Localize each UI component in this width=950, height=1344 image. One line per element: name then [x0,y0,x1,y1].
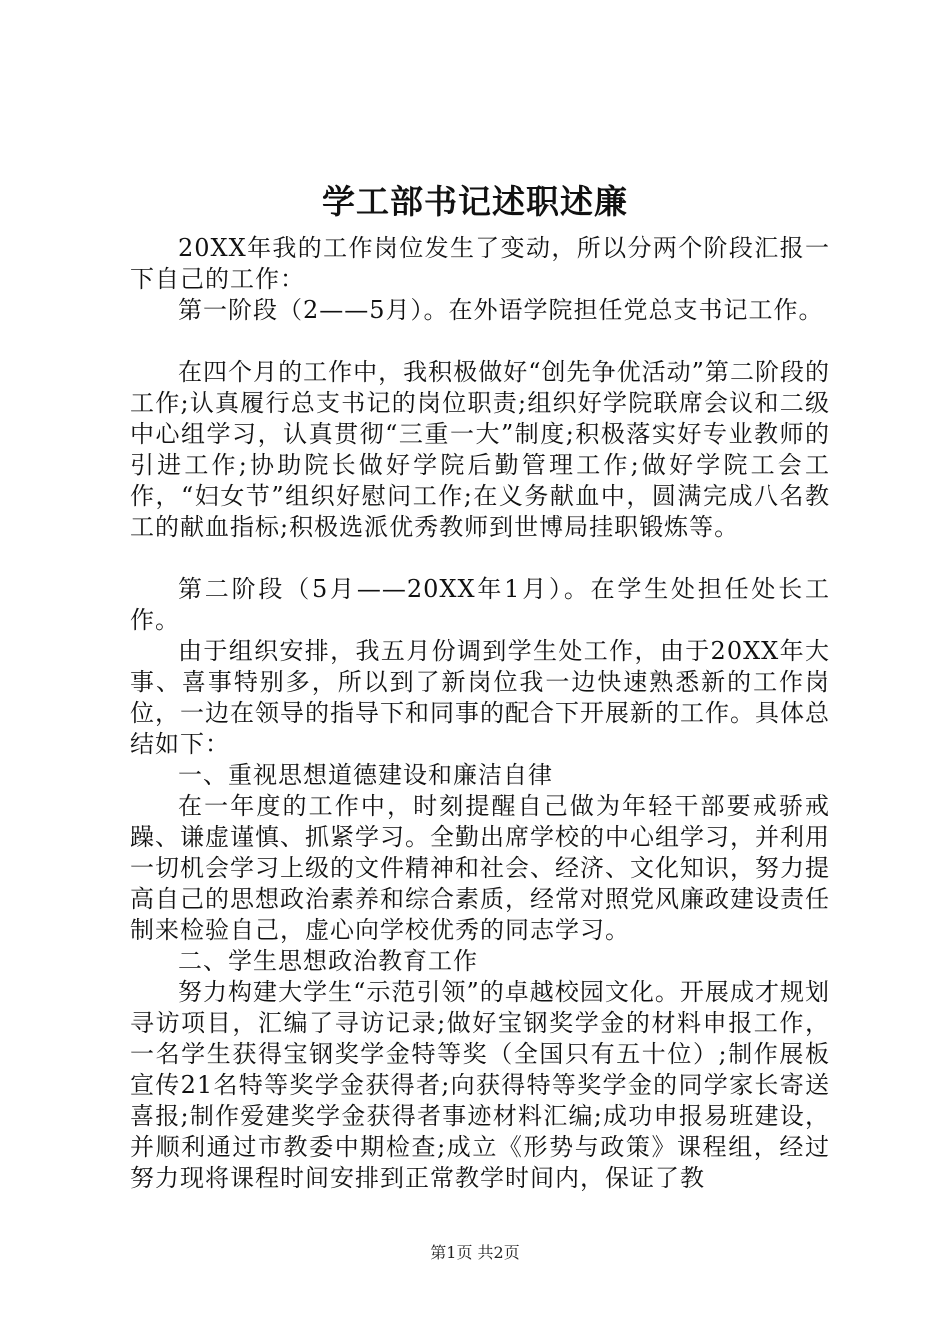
paragraph-stage-one-content: 在四个月的工作中，我积极做好“创先争优活动”第二阶段的工作;认真履行总支书记的岗位职责;组织好学院联席会议和二级中心组学习，认真贯彻“三重一大”制度;积极落实好专业教师的引进工作;协助院长做好学院后勤管理工作;做好学院工会工作，“妇女节”组织好慰问工作;在义务献血中，圆满完成八名教工的献血指标;积极选派优秀教师到世博局挂职锻炼等。 [130,358,830,541]
paragraph-stage-two-intro: 由于组织安排，我五月份调到学生处工作，由于20XX年大事、喜事特别多，所以到了新岗位我一边快速熟悉新的工作岗位，一边在领导的指导下和同事的配合下开展新的工作。具体总结如下： [130,637,830,758]
section-heading-two: 二、学生思想政治教育工作 [178,947,478,975]
page-total: 共2页 [477,1243,520,1262]
document-body [130,233,830,1194]
paragraph-stage-one-heading: 第一阶段（2——5月）。在外语学院担任党总支书记工作。 [178,296,824,324]
document-title: 学工部书记述职述廉 [322,182,628,221]
paragraph-stage-two-heading: 第二阶段（5月——20XX年1月）。在学生处担任处长工作。 [130,575,830,634]
paragraph-section-one: 在一年度的工作中，时刻提醒自己做为年轻干部要戒骄戒躁、谦虚谨慎、抓紧学习。全勤出席学校的中心组学习，并利用一切机会学习上级的文件精神和社会、经济、文化知识，努力提高自己的思想政治素养和综合素质，经常对照党风廉政建设责任制来检验自己，虚心向学校优秀的同志学习。 [130,792,830,944]
paragraph-intro: 20XX年我的工作岗位发生了变动，所以分两个阶段汇报一下自己的工作： [130,234,830,293]
page-number: 第1页 [430,1243,473,1262]
paragraph-section-two: 努力构建大学生“示范引领”的卓越校园文化。开展成才规划寻访项目，汇编了寻访记录;做好宝钢奖学金的材料申报工作，一名学生获得宝钢奖学金特等奖（全国只有五十位）;制作展板宣传21名特等奖学金获得者;向获得特等奖学金的同学家长寄送喜报;制作爱建奖学金获得者事迹材料汇编;成功申报易班建设，并顺利通过市教委中期检查;成立《形势与政策》课程组，经过努力现将课程时间安排到正常教学时间内，保证了教 [130,978,830,1192]
section-heading-one: 一、重视思想道德建设和廉洁自律 [178,761,553,789]
page-footer [0,1242,950,1264]
